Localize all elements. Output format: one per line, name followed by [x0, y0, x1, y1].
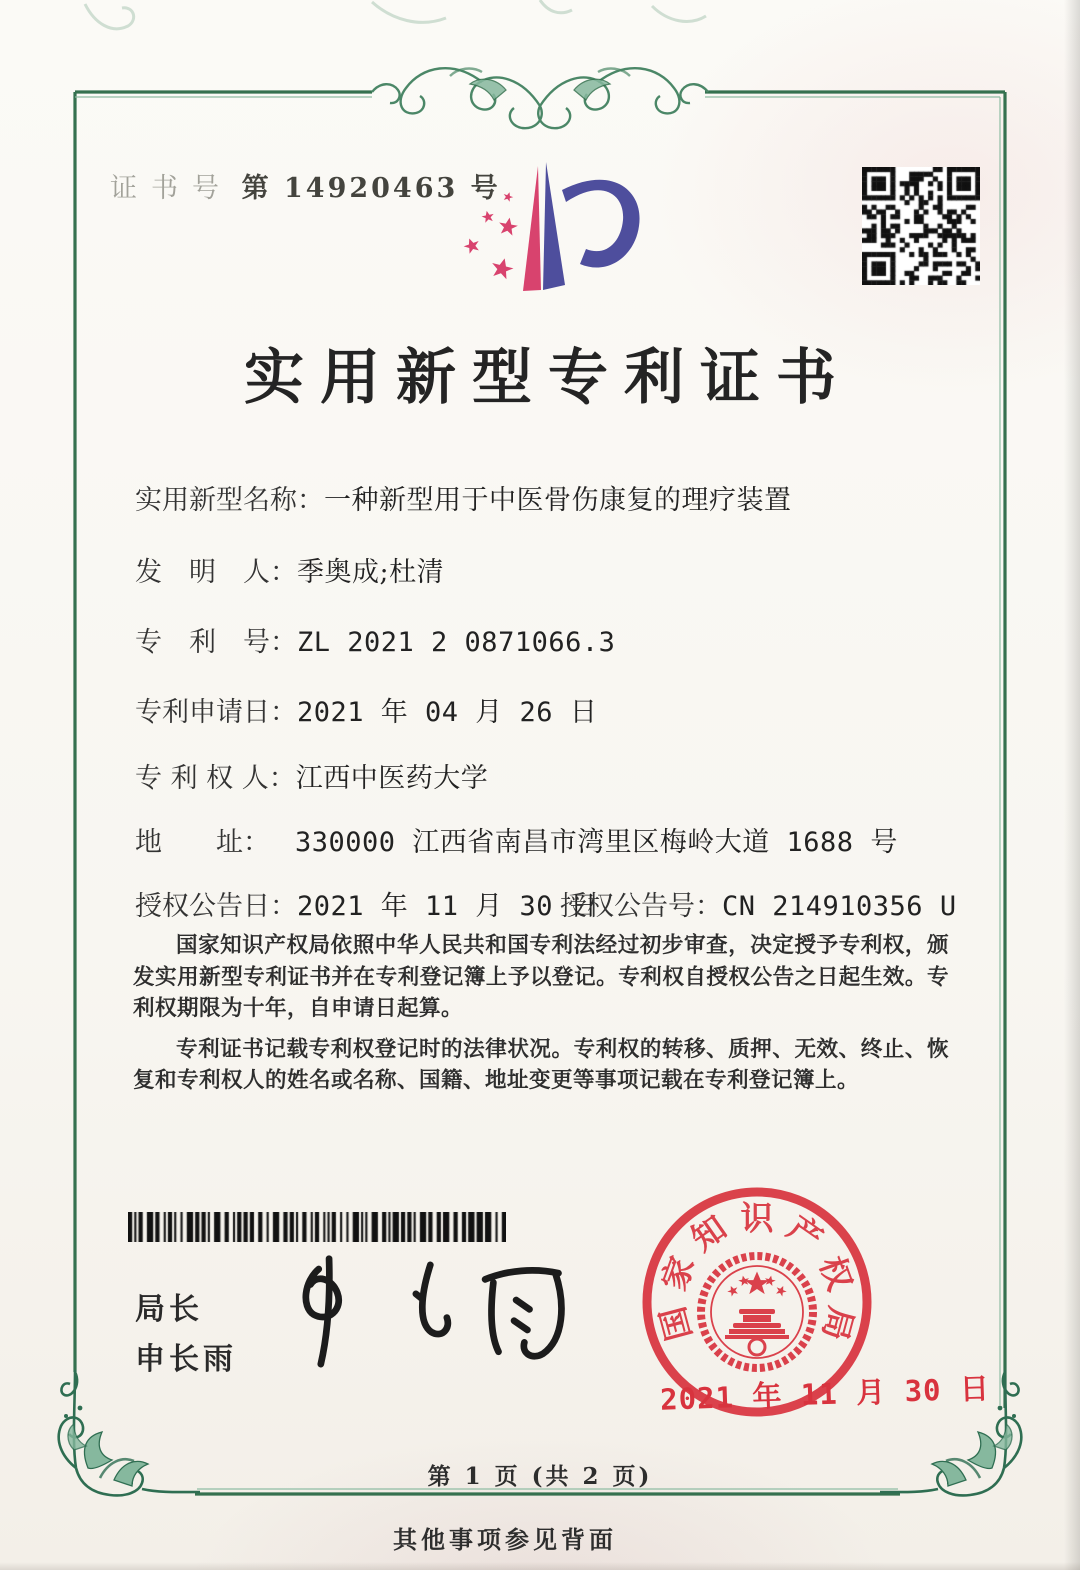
field-label: 授权公告号：	[560, 891, 722, 922]
certificate-number-prefix: 证书号	[110, 173, 233, 204]
field-label: 授权公告日：	[135, 891, 297, 922]
cnipa-logo-icon	[432, 150, 672, 322]
svg-text:产: 产	[780, 1207, 830, 1259]
svg-text:局: 局	[814, 1302, 862, 1345]
field-patent-number	[135, 620, 615, 659]
field-value: 330000 江西省南昌市湾里区梅岭大道 1688 号	[295, 827, 898, 858]
handwritten-signature-icon	[265, 1252, 575, 1377]
field-value: 江西中医药大学	[295, 763, 489, 794]
field-value: 2021 年 04 月 26 日	[297, 697, 598, 728]
field-value: 一种新型用于中医骨伤康复的理疗装置	[324, 485, 792, 516]
scan-edge-shadow-bottom	[0, 1562, 1080, 1570]
signatory-name: 申长雨	[135, 1342, 237, 1377]
field-grant-date	[135, 891, 597, 922]
legal-paragraph-1: 国家知识产权局依照中华人民共和国专利法经过初步审查，决定授予专利权，颁发实用新型专利证书并在专利登记簿上予以登记。专利权自授权公告之日起生效。专利权期限为十年，自申请日起算。	[133, 933, 949, 1021]
field-value: 季奥成;杜清	[297, 557, 445, 588]
back-note: 其他事项参见背面	[393, 1525, 617, 1554]
page-indicator: 第 1 页 (共 2 页)	[427, 1463, 653, 1490]
legal-text	[133, 930, 949, 1097]
field-value: 2021 年 11 月 30 日	[297, 891, 598, 922]
qr-code-icon	[862, 167, 980, 285]
svg-text:家: 家	[654, 1251, 703, 1296]
certificate-number-value: 第 14920463 号	[241, 173, 501, 204]
field-address	[135, 820, 898, 859]
field-grant-number	[560, 884, 957, 923]
signatory-title: 局长	[135, 1292, 203, 1327]
top-flourish-icon	[330, 48, 750, 158]
svg-text:识: 识	[740, 1198, 774, 1238]
field-label: 专 利 号：	[135, 627, 297, 658]
field-patentee	[135, 756, 488, 795]
field-value: CN 214910356 U	[722, 891, 957, 922]
field-label: 发 明 人：	[135, 557, 297, 588]
scan-edge-shadow	[1064, 0, 1080, 1570]
svg-text:知: 知	[684, 1207, 734, 1259]
svg-text:国: 国	[652, 1302, 700, 1345]
field-inventor	[135, 550, 444, 589]
field-label: 实用新型名称：	[135, 485, 324, 516]
field-grant-announcement	[135, 884, 957, 923]
national-emblem-icon	[701, 1256, 813, 1368]
field-value: ZL 2021 2 0871066.3	[297, 627, 616, 658]
field-label: 专 利 权 人：	[135, 763, 296, 794]
field-label: 专利申请日：	[135, 697, 297, 728]
svg-text:权: 权	[811, 1251, 860, 1296]
field-label: 地 址：	[135, 827, 270, 858]
barcode-icon	[128, 1212, 506, 1242]
field-filing-date	[135, 690, 597, 729]
legal-paragraph-2: 专利证书记载专利权登记时的法律状况。专利权的转移、质押、无效、终止、恢复和专利权人的姓名或名称、国籍、地址变更等事项记载在专利登记簿上。	[133, 1036, 949, 1093]
seal-date: 2021 年 11 月 30 日	[659, 1371, 991, 1417]
field-utility-model-name	[135, 478, 792, 517]
certificate-title: 实用新型专利证书	[244, 343, 852, 413]
